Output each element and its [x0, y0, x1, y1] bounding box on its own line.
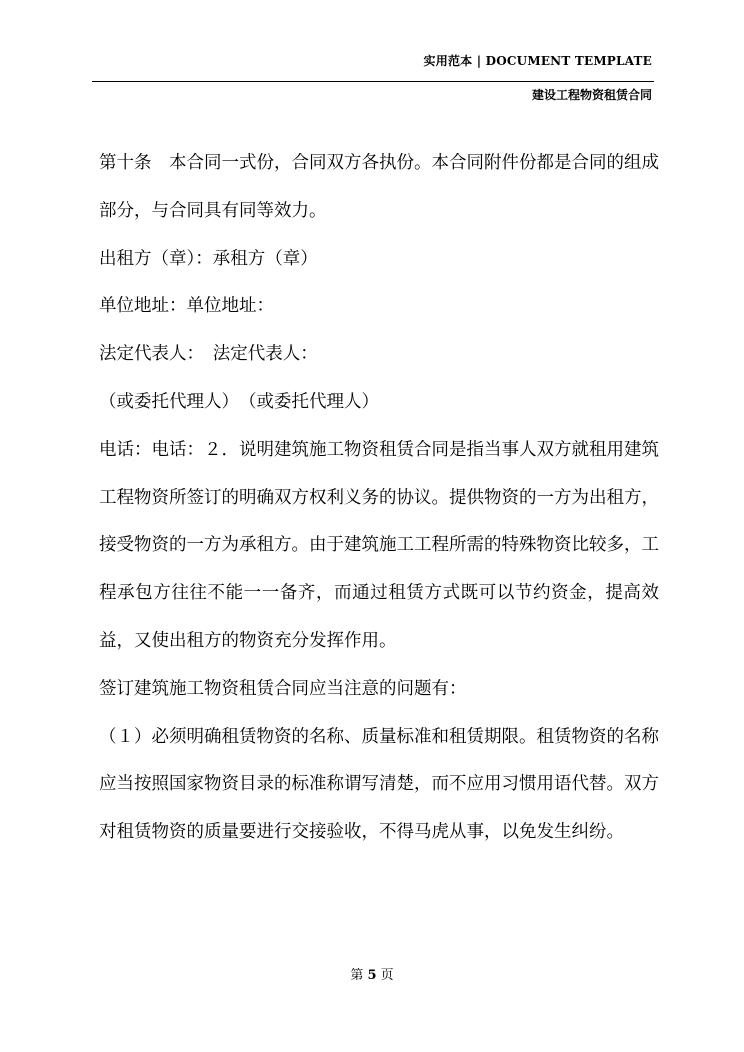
paragraph-agents: （或委托代理人） （或委托代理人） — [99, 391, 379, 412]
header-divider — [92, 81, 654, 82]
document-subtitle: 建设工程物资租赁合同 — [531, 88, 652, 102]
header-title: 实用范本 | DOCUMENT TEMPLATE — [423, 54, 652, 68]
paragraph-legal-reps: 法定代表人： 法定代表人： — [99, 344, 318, 365]
paragraph-issues-intro: 签订建筑施工物资租赁合同应当注意的问题有： — [99, 678, 467, 699]
paragraph-issue-one: （１）必须明确租赁物资的名称、质量标准和租赁期限。租赁物资的名称应当按照国家物资目录的标准称谓写清楚，而不应用习惯用语代替。双方对租赁物资的质量要进行交接验收，不得马虎从事，以免发生纠纷。 — [99, 726, 659, 843]
paragraph-article-ten: 第十条 本合同一式份，合同双方各执份。本合同附件份都是合同的组成部分，与合同具有同等效力。 — [99, 153, 659, 221]
document-body — [99, 140, 659, 857]
page-label-prefix: 第 — [350, 968, 364, 983]
paragraph-explanation: 电话：电话：２．说明建筑施工物资租赁合同是指当事人双方就租用建筑工程物资所签订的明确双方权利义务的协议。提供物资的一方为出租方，接受物资的一方为承租方。由于建筑施工工程所需的特殊物资比较多，工程承包方往往不能一一备齐，而通过租赁方式既可以节约资金，提高效益，又使出租方的物资充分发挥作用。 — [99, 439, 659, 651]
paragraph-addresses: 单位地址：单位地址： — [99, 296, 274, 317]
page-footer — [0, 964, 744, 983]
page-label-suffix: 页 — [380, 968, 394, 983]
paragraph-party-seals: 出租方（章）：承租方（章） — [99, 248, 318, 269]
page-number: 5 — [367, 968, 377, 983]
